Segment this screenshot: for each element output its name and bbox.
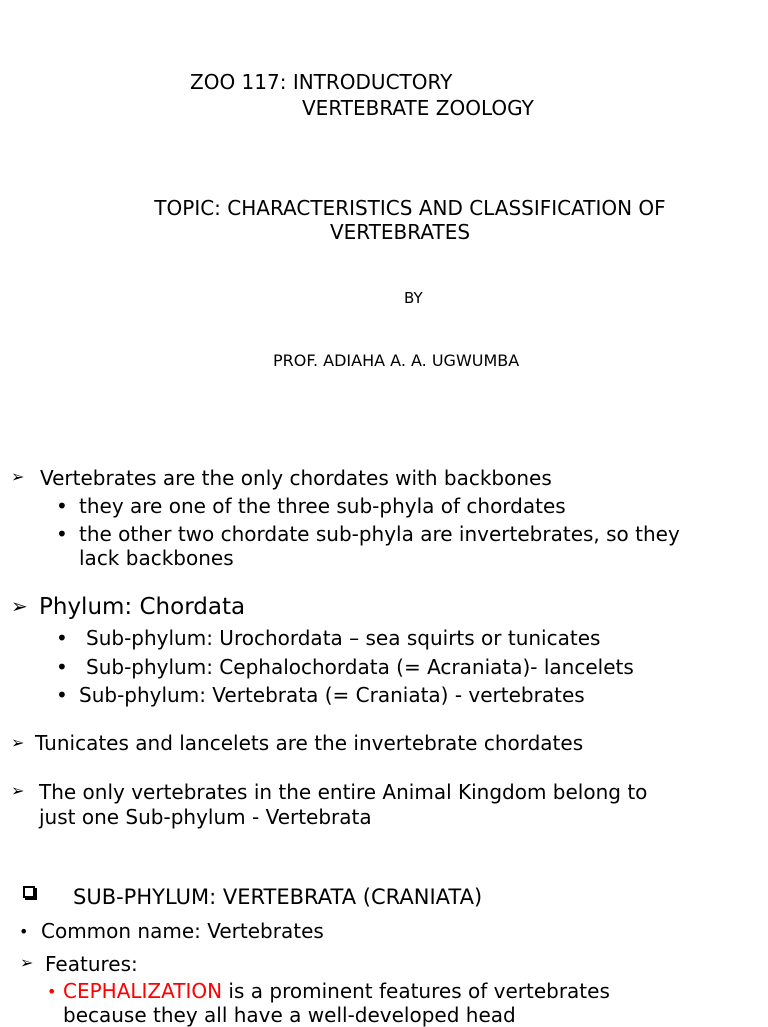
- section-heading: SUB-PHYLUM: VERTEBRATA (CRANIATA): [73, 885, 483, 909]
- bullet-1-text: Vertebrates are the only chordates with backbones: [40, 466, 552, 490]
- arrow-bullet-icon: ➢: [11, 594, 28, 618]
- by-label: BY: [404, 289, 423, 307]
- dot-bullet-icon: •: [56, 655, 68, 679]
- bullet-1-sub-1: they are one of the three sub-phyla of chordates: [79, 494, 566, 518]
- arrow-bullet-icon: ➢: [11, 467, 25, 486]
- bullet-1-sub-2-line-1: the other two chordate sub-phyla are invertebrates, so they: [79, 522, 680, 546]
- arrow-bullet-icon: ➢: [11, 733, 25, 752]
- topic-line-1: TOPIC: CHARACTERISTICS AND CLASSIFICATION OF: [154, 196, 666, 220]
- bullet-2-sub-3: Sub-phylum: Vertebrata (= Craniata) - vertebrates: [79, 683, 585, 707]
- title-line-1: ZOO 117: INTRODUCTORY: [190, 70, 453, 94]
- dot-bullet-icon: •: [56, 494, 68, 518]
- cephalization-line-1: [63, 979, 610, 1003]
- cephalization-term: CEPHALIZATION: [63, 979, 223, 1003]
- cephalization-rest: is a prominent features of vertebrates: [222, 979, 610, 1003]
- bullet-4-line-2: just one Sub-phylum - Vertebrata: [39, 805, 372, 829]
- bullet-2-sub-2: Sub-phylum: Cephalochordata (= Acraniata)- lancelets: [86, 655, 634, 679]
- bullet-2-text: Phylum: Chordata: [39, 594, 246, 620]
- features-label: Features:: [45, 952, 138, 976]
- title-line-2: VERTEBRATE ZOOLOGY: [302, 96, 534, 120]
- author-name: PROF. ADIAHA A. A. UGWUMBA: [273, 351, 520, 370]
- dot-bullet-icon: •: [56, 683, 68, 707]
- arrow-bullet-icon: ➢: [11, 781, 25, 800]
- common-name: Common name: Vertebrates: [41, 919, 324, 943]
- red-dot-bullet-icon: •: [47, 982, 57, 1001]
- arrow-bullet-icon: ➢: [20, 953, 34, 972]
- topic-line-2: VERTEBRATES: [329, 220, 471, 244]
- bullet-1-sub-2-line-2: lack backbones: [79, 546, 234, 570]
- dot-bullet-icon: •: [56, 522, 68, 546]
- dot-bullet-icon: •: [56, 626, 68, 650]
- bullet-4-line-1: The only vertebrates in the entire Animal Kingdom belong to: [39, 780, 648, 804]
- checkbox-square-icon: [23, 886, 35, 898]
- dot-bullet-icon: •: [19, 922, 29, 941]
- cephalization-line-2: because they all have a well-developed head: [63, 1003, 516, 1027]
- bullet-3-text: Tunicates and lancelets are the invertebrate chordates: [35, 731, 584, 755]
- bullet-2-sub-1: Sub-phylum: Urochordata – sea squirts or tunicates: [86, 626, 601, 650]
